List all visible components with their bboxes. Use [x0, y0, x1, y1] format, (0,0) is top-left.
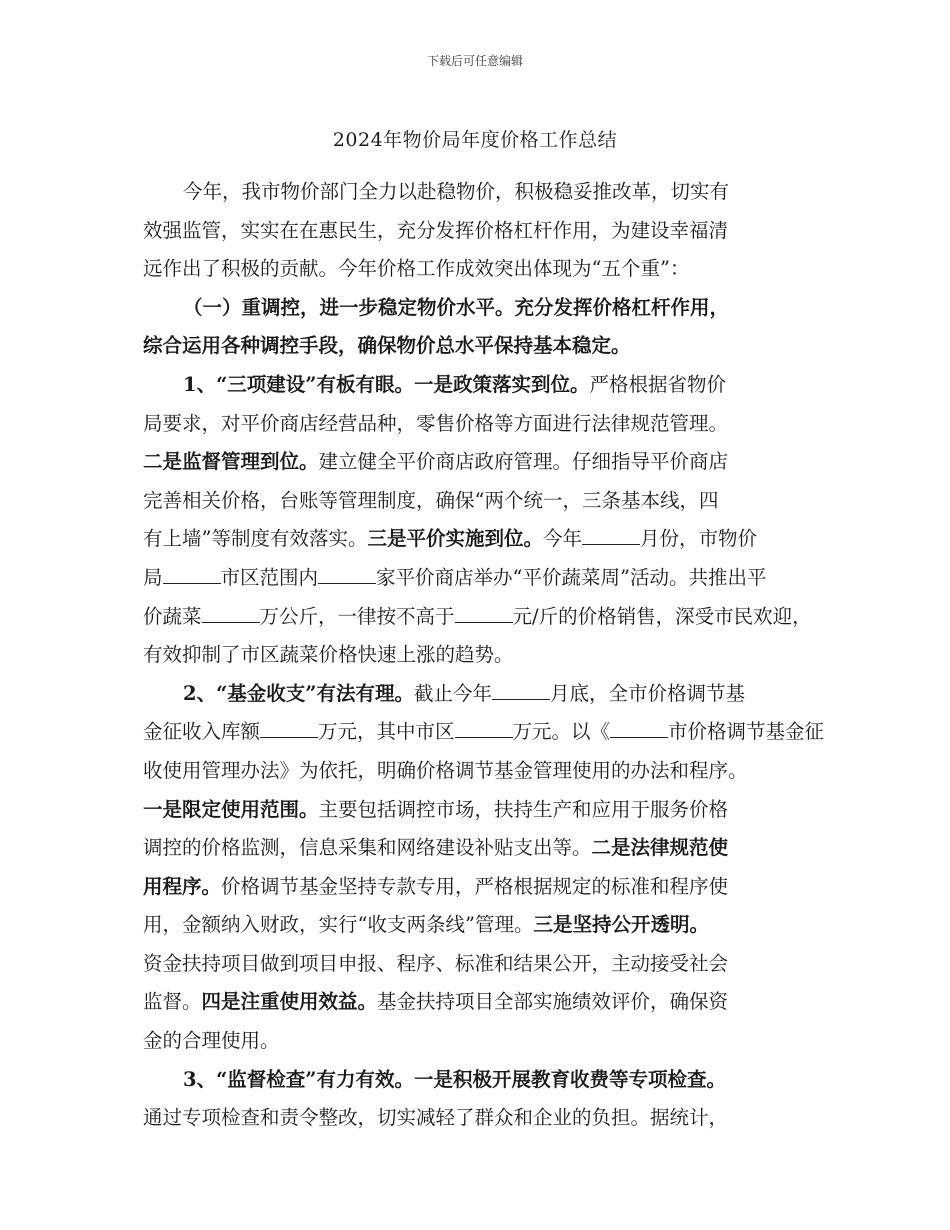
fill-blank: [202, 606, 260, 623]
text-run: 有上墙”等制度有效落实。: [143, 527, 368, 551]
paragraph-5-line-2: 通过专项检查和责令整改，切实减轻了群众和企业的负担。据统计，: [143, 1106, 729, 1130]
paragraph-4-line-3: 收使用管理办法》为依托，明确价格调节基金管理使用的办法和程序。: [143, 758, 748, 782]
paragraph-3-line-4: 完善相关价格，台账等管理制度，确保“两个统一，三条基本线，四: [143, 488, 719, 512]
paragraph-3-line-3: [143, 443, 815, 482]
fill-blank: [318, 567, 376, 584]
paragraph-4-line-1: [143, 675, 815, 714]
fill-blank: [492, 683, 550, 700]
fill-blank: [260, 721, 318, 738]
paragraph-3-line-8: 有效抑制了市区蔬菜价格快速上涨的趋势。: [143, 643, 514, 667]
text-run: 家平价商店举办“平价蔬菜周”活动。共推出平: [376, 565, 767, 589]
bold-phrase: 四是注重使用效益。: [201, 990, 378, 1014]
section-heading-line-1: （一）重调控，进一步稳定物价水平。充分发挥价格杠杆作用，: [183, 295, 730, 319]
paragraph-4-line-5: [143, 829, 815, 868]
fill-blank: [163, 567, 221, 584]
text-run: 月底，全市价格调节基: [550, 681, 746, 705]
fill-blank: [455, 606, 513, 623]
text-run: 市价格调节基金征: [668, 720, 825, 744]
text-run: 调控的价格监测，信息采集和网络建设补贴支出等。: [143, 836, 592, 860]
document-title: 2024年物价局年度价格工作总结: [332, 129, 618, 151]
bold-phrase: 用程序。: [143, 874, 222, 898]
paragraph-3-line-5: [143, 520, 815, 559]
text-run: 价格调节基金坚持专款专用，严格根据规定的标准和程序使: [221, 874, 729, 898]
fill-blank: [610, 721, 668, 738]
text-run: 元/斤的价格销售，深受市民欢迎，: [512, 604, 812, 628]
paragraph-1-line-2: 效强监管，实实在在惠民生，充分发挥价格杠杆作用，为建设幸福清: [143, 218, 729, 242]
bold-phrase: 二是法律规范使: [591, 836, 729, 860]
paragraph-4-line-6: [143, 868, 815, 907]
fill-blank: [455, 721, 513, 738]
bold-phrase: 2、“基金收支”有法有理。: [183, 681, 415, 705]
paragraph-4-line-10: 金的合理使用。: [143, 1029, 280, 1053]
header-note: 下载后可任意编辑: [426, 54, 523, 68]
text-run: 用，金额纳入财政，实行“收支两条线”管理。: [143, 913, 534, 937]
text-run: 截止今年: [414, 681, 493, 705]
text-run: 月份，市物价: [640, 527, 758, 551]
text-run: 万元。以《: [512, 720, 611, 744]
paragraph-3-line-7: [143, 598, 815, 637]
text-run: 局: [143, 565, 163, 589]
text-run: 严格根据省物价: [589, 372, 727, 396]
bold-phrase: 三是坚持公开透明。: [533, 913, 709, 937]
section-heading-line-2: 综合运用各种调控手段，确保物价总水平保持基本稳定。: [143, 334, 631, 358]
text-run: 建立健全平价商店政府管理。仔细指导平价商店: [318, 450, 729, 474]
paragraph-4-line-7: [143, 906, 815, 945]
fill-blank: [582, 528, 640, 545]
bold-phrase: 1、“三项建设”有板有眼。一是政策落实到位。: [183, 372, 590, 396]
bold-phrase: 三是平价实施到位。: [367, 527, 543, 551]
text-run: 今年: [543, 527, 583, 551]
bold-phrase: 一是限定使用范围。: [143, 797, 319, 821]
paragraph-4-line-4: [143, 791, 815, 830]
text-run: 基金扶持项目全部实施绩效评价，确保资: [377, 990, 729, 1014]
paragraph-5-line-1: 3、“监督检查”有力有效。一是积极开展教育收费等专项检查。: [183, 1067, 727, 1091]
text-run: 主要包括调控市场，扶持生产和应用于服务价格: [318, 797, 729, 821]
paragraph-4-line-8: 资金扶持项目做到项目申报、程序、标准和结果公开，主动接受社会: [143, 951, 729, 975]
text-run: 万元，其中市区: [318, 720, 455, 744]
paragraph-3-line-2: 局要求，对平价商店经营品种，零售价格等方面进行法律规范管理。: [143, 411, 729, 435]
text-run: 价蔬菜: [143, 604, 202, 628]
paragraph-1-line-3: 远作出了积极的贡献。今年价格工作成效突出体现为“五个重”：: [143, 257, 690, 281]
bold-phrase: 二是监督管理到位。: [143, 450, 319, 474]
document-body: [143, 173, 825, 1138]
text-run: 万公斤，一律按不高于: [259, 604, 455, 628]
text-run: 监督。: [143, 990, 202, 1014]
paragraph-4-line-2: [143, 713, 825, 752]
paragraph-4-line-9: [143, 983, 815, 1022]
text-run: 市区范围内: [220, 565, 319, 589]
text-run: 金征收入库额: [143, 720, 261, 744]
paragraph-1-line-1: 今年，我市物价部门全力以赴稳物价，积极稳妥推改革，切实有: [183, 180, 730, 203]
paragraph-3-line-1: [143, 366, 815, 405]
paragraph-3-line-6: [143, 559, 815, 598]
